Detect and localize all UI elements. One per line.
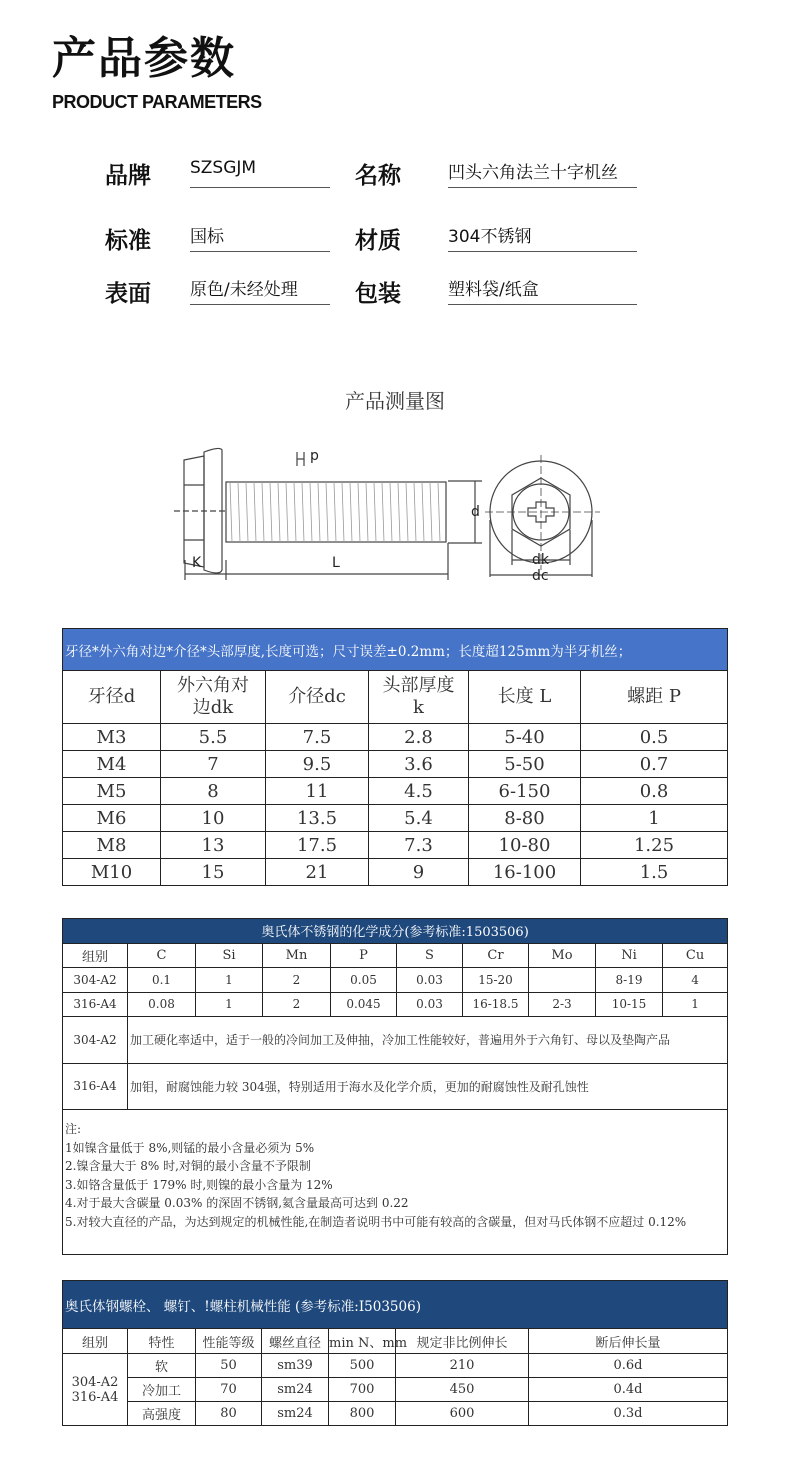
table-cell: 1.25 (581, 832, 728, 859)
spec-label-material: 材质 (355, 228, 401, 254)
table-cell: 80 (196, 1402, 262, 1426)
table-cell: 21 (266, 859, 369, 886)
table-cell: 10-15 (596, 992, 663, 1017)
screw-side-view (174, 448, 482, 580)
column-header (161, 671, 266, 724)
column-header: S (397, 943, 463, 968)
table-cell: 高强度 (128, 1402, 196, 1426)
table-cell: M5 (63, 778, 161, 805)
header-line: 螺距 P (627, 686, 681, 707)
table-cell: 1 (196, 968, 263, 993)
table-cell: M8 (63, 832, 161, 859)
table-cell: sm24 (262, 1402, 329, 1426)
column-header (469, 671, 581, 724)
dc-label: dc (532, 568, 549, 584)
table-cell: 0.05 (331, 968, 397, 993)
table-cell: 8 (161, 778, 266, 805)
chemical-table-caption: 奥氏体不锈钢的化学成分(参考标准:1503506) (63, 919, 728, 944)
header-line: 外六角对 (177, 675, 249, 696)
note-line: 1如镍含量低于 8%,则锰的最小含量必须为 5% (65, 1140, 315, 1155)
table-cell: 0.1 (128, 968, 196, 993)
pitch-label: p (310, 448, 319, 464)
table-cell: sm24 (262, 1378, 329, 1402)
column-header (369, 671, 469, 724)
table-cell: 1 (196, 992, 263, 1017)
table-cell: M6 (63, 805, 161, 832)
table-cell: 6-150 (469, 778, 581, 805)
column-header: 螺丝直径 (262, 1329, 329, 1354)
chemical-table (62, 918, 728, 1255)
table-row (63, 778, 728, 805)
table-cell: 13 (161, 832, 266, 859)
table-cell: 1 (581, 805, 728, 832)
table-cell: 304-A2 (63, 968, 128, 993)
table-row (63, 1378, 728, 1402)
spec-label-standard: 标准 (105, 228, 151, 254)
notes (63, 1110, 728, 1255)
note-line: 注: (65, 1122, 82, 1136)
table-cell: M10 (63, 859, 161, 886)
table-cell: 7 (161, 751, 266, 778)
page-subtitle: PRODUCT PARAMETERS (52, 92, 262, 112)
mechanical-table (62, 1280, 728, 1426)
spec-value-standard: 国标 (190, 222, 330, 252)
column-header: Mn (263, 943, 331, 968)
table-row (63, 805, 728, 832)
spec-value-packaging: 塑料袋/纸盒 (448, 275, 637, 305)
column-header: 组别 (63, 943, 128, 968)
table-cell: 7.5 (266, 724, 369, 751)
table-cell: 700 (329, 1378, 396, 1402)
head-thickness-label: K (192, 555, 202, 571)
table-cell: 210 (396, 1354, 529, 1378)
table-cell: 500 (329, 1354, 396, 1378)
table-cell: 0.5 (581, 724, 728, 751)
desc-text: 加工硬化率适中，适于一般的冷间加工及伸抽，冷加工性能较好，普遍用外于六角钉、母以及垫陶产品 (128, 1017, 728, 1064)
table-row (63, 1402, 728, 1426)
table-cell: 0.03 (397, 968, 463, 993)
column-header: Si (196, 943, 263, 968)
table-cell: 50 (196, 1354, 262, 1378)
table-cell: 15-20 (463, 968, 529, 993)
header-line: 介径dc (288, 686, 346, 707)
table-cell: 2.8 (369, 724, 469, 751)
group-label: 316-A4 (71, 1389, 119, 1405)
header-line: 牙径d (87, 686, 136, 707)
table-cell: 16-100 (469, 859, 581, 886)
table-cell: 5-50 (469, 751, 581, 778)
table-cell: 5-40 (469, 724, 581, 751)
table-cell: 1 (663, 992, 728, 1017)
desc-grade: 316-A4 (63, 1063, 128, 1110)
table-cell: 软 (128, 1354, 196, 1378)
mechanical-table-caption: 奥氏体钢螺栓、 螺钉、!螺柱机械性能 (参考标准:I503506) (63, 1281, 728, 1329)
table-cell: 600 (396, 1402, 529, 1426)
header-line: 长度 L (497, 686, 552, 707)
table-cell: 10 (161, 805, 266, 832)
table-cell: 15 (161, 859, 266, 886)
desc-text: 加钼，耐腐蚀能力较 304强，特别适用于海水及化学介质，更加的耐腐蚀性及耐孔蚀性 (128, 1063, 728, 1110)
table-cell: 7.3 (369, 832, 469, 859)
table-cell: 0.7 (581, 751, 728, 778)
table-cell: M4 (63, 751, 161, 778)
column-header: P (331, 943, 397, 968)
screw-diagram (160, 430, 600, 590)
length-label: L (332, 555, 340, 571)
table-cell: 3.6 (369, 751, 469, 778)
header-line: 边dk (192, 697, 234, 718)
note-line: 2.镍含量大于 8% 时,对铜的最小含量不予限制 (65, 1159, 311, 1173)
spec-value-name: 凹头六角法兰十字机丝 (448, 158, 637, 188)
diameter-label: d (471, 504, 480, 520)
group-label: 304-A2 (71, 1374, 119, 1390)
column-header: Cr (463, 943, 529, 968)
table-cell: 450 (396, 1378, 529, 1402)
column-header: 性能等级 (196, 1329, 262, 1354)
table-cell: 70 (196, 1378, 262, 1402)
column-header: 规定非比例伸长 (396, 1329, 529, 1354)
column-header (63, 671, 161, 724)
table-cell: 5.5 (161, 724, 266, 751)
column-header (581, 671, 728, 724)
spec-label-surface: 表面 (105, 281, 151, 307)
note-line: 3.如铬含量低于 179% 时,则镍的最小含量为 12% (65, 1177, 333, 1192)
spec-value-surface: 原色/未经处理 (190, 275, 330, 305)
table-cell: 17.5 (266, 832, 369, 859)
column-header: min N、mm (329, 1329, 396, 1354)
table-row (63, 992, 728, 1017)
table-cell: 0.6d (529, 1354, 728, 1378)
spec-label-name: 名称 (355, 163, 401, 189)
table-cell: 10-80 (469, 832, 581, 859)
table-cell: 0.8 (581, 778, 728, 805)
dk-label: dk (532, 552, 549, 568)
spec-label-packaging: 包装 (355, 281, 401, 307)
size-table (62, 628, 728, 886)
table-row (63, 832, 728, 859)
table-cell: 2 (263, 968, 331, 993)
column-header: Mo (529, 943, 596, 968)
diagram-title: 产品测量图 (345, 389, 445, 413)
table-cell: 9.5 (266, 751, 369, 778)
column-header: 特性 (128, 1329, 196, 1354)
table-cell: 8-80 (469, 805, 581, 832)
group-cell (63, 1354, 128, 1426)
column-header (266, 671, 369, 724)
column-header: Ni (596, 943, 663, 968)
spec-value-material: 304不锈钢 (448, 222, 637, 252)
table-cell: 4.5 (369, 778, 469, 805)
table-cell: 2-3 (529, 992, 596, 1017)
header-text: 头部厚度k (382, 675, 455, 718)
table-cell: 16-18.5 (463, 992, 529, 1017)
table-row (63, 751, 728, 778)
column-header: 断后伸长量 (529, 1329, 728, 1354)
note-line: 5.对较大直径的产品，为达到规定的机械性能,在制造者说明书中可能有较高的含碳量，但对马氏体钢不应超过 0.12% (65, 1214, 687, 1229)
table-row (63, 968, 728, 993)
size-table-caption: 牙径*外六角对边*介径*头部厚度,长度可选；尺寸误差±0.2mm；长度超125mm为半牙机丝； (63, 629, 728, 671)
table-cell: 5.4 (369, 805, 469, 832)
column-header: C (128, 943, 196, 968)
table-cell: 0.08 (128, 992, 196, 1017)
table-cell: sm39 (262, 1354, 329, 1378)
table-cell: 0.3d (529, 1402, 728, 1426)
table-cell: 8-19 (596, 968, 663, 993)
table-row (63, 724, 728, 751)
table-row (63, 859, 728, 886)
table-cell: 316-A4 (63, 992, 128, 1017)
table-cell: 13.5 (266, 805, 369, 832)
spec-value-brand: SZSGJM (190, 158, 330, 188)
table-cell: M3 (63, 724, 161, 751)
table-cell: 800 (329, 1402, 396, 1426)
column-header: 组别 (63, 1329, 128, 1354)
table-row (63, 1354, 728, 1378)
table-cell: 0.045 (331, 992, 397, 1017)
page-title: 产品参数 (52, 33, 236, 84)
table-cell: 11 (266, 778, 369, 805)
table-cell: 2 (263, 992, 331, 1017)
spec-label-brand: 品牌 (105, 163, 151, 189)
desc-grade: 304-A2 (63, 1017, 128, 1064)
note-line: 4.对于最大含碳量 0.03% 的深固不锈钢,氦含量最高可达到 0.22 (65, 1196, 409, 1210)
column-header: Cu (663, 943, 728, 968)
table-cell: 4 (663, 968, 728, 993)
table-cell: 1.5 (581, 859, 728, 886)
table-cell (529, 968, 596, 993)
table-cell: 0.4d (529, 1378, 728, 1402)
table-cell: 冷加工 (128, 1378, 196, 1402)
table-cell: 0.03 (397, 992, 463, 1017)
table-cell: 9 (369, 859, 469, 886)
